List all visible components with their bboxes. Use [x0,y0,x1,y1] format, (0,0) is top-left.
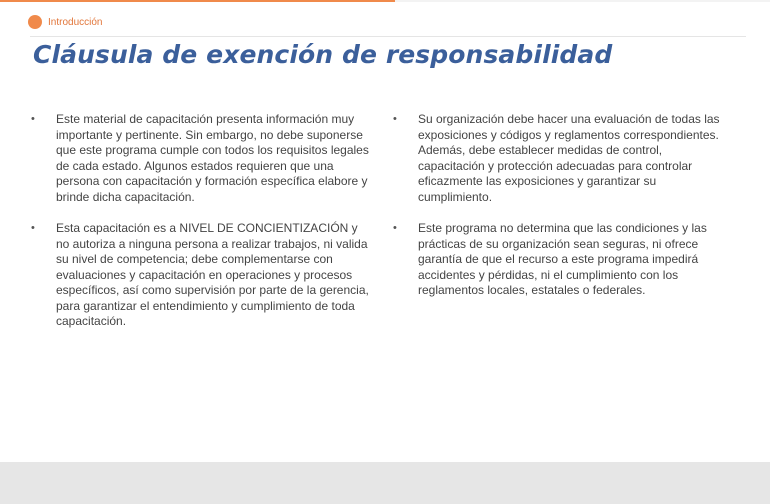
bullet-item [392,221,730,299]
bullet-text: Este programa no determina que las condiciones y las prácticas de su organización sean seguras, ni ofrece garantía de que el recurso a este programa impedirá accidentes y pérdidas, ni el cumplimiento con los reglamentos locales, estatales o federales. [418,221,707,297]
bullet-text: Este material de capacitación presenta información muy importante y pertinente. Sin embargo, no debe suponerse que este programa cumple con todos los requisitos legales de cada estado. Algunos estados requieren que una persona con capacitación y formación específica elabore y brinde dicha capacitación. [56,112,369,204]
section-label: Introducción [48,16,103,28]
bullet-text: Su organización debe hacer una evaluación de todas las exposiciones y códigos y reglamentos correspondientes. Además, debe establecer medidas de control, capacitación y protección adecuadas para controlar eficazmente las exposiciones y garantizar su cumplimiento. [418,112,720,204]
page-title: Cláusula de exención de responsabilidad [33,40,613,69]
header-divider [30,36,746,37]
section-indicator [28,14,102,30]
bullet-icon: • [31,222,35,234]
right-column [392,112,730,315]
top-progress-bar [0,0,770,2]
bullet-item [30,221,370,330]
bullet-icon: • [393,222,397,234]
bullet-icon: • [31,113,35,125]
section-dot-icon [28,15,42,29]
top-progress-fill [0,0,395,2]
footer-band [0,462,770,504]
bullet-icon: • [393,113,397,125]
bullet-item [392,112,730,205]
bullet-text: Esta capacitación es a NIVEL DE CONCIENTIZACIÓN y no autoriza a ninguna persona a realizar trabajos, ni valida su nivel de competencia; debe complementarse con evaluaciones y capacitación en operaciones y procesos específicos, así como supervisión por parte de la gerencia, para garantizar el entendimiento y cumplimiento de toda capacitación. [56,221,369,328]
bullet-item [30,112,370,205]
left-column [30,112,370,346]
